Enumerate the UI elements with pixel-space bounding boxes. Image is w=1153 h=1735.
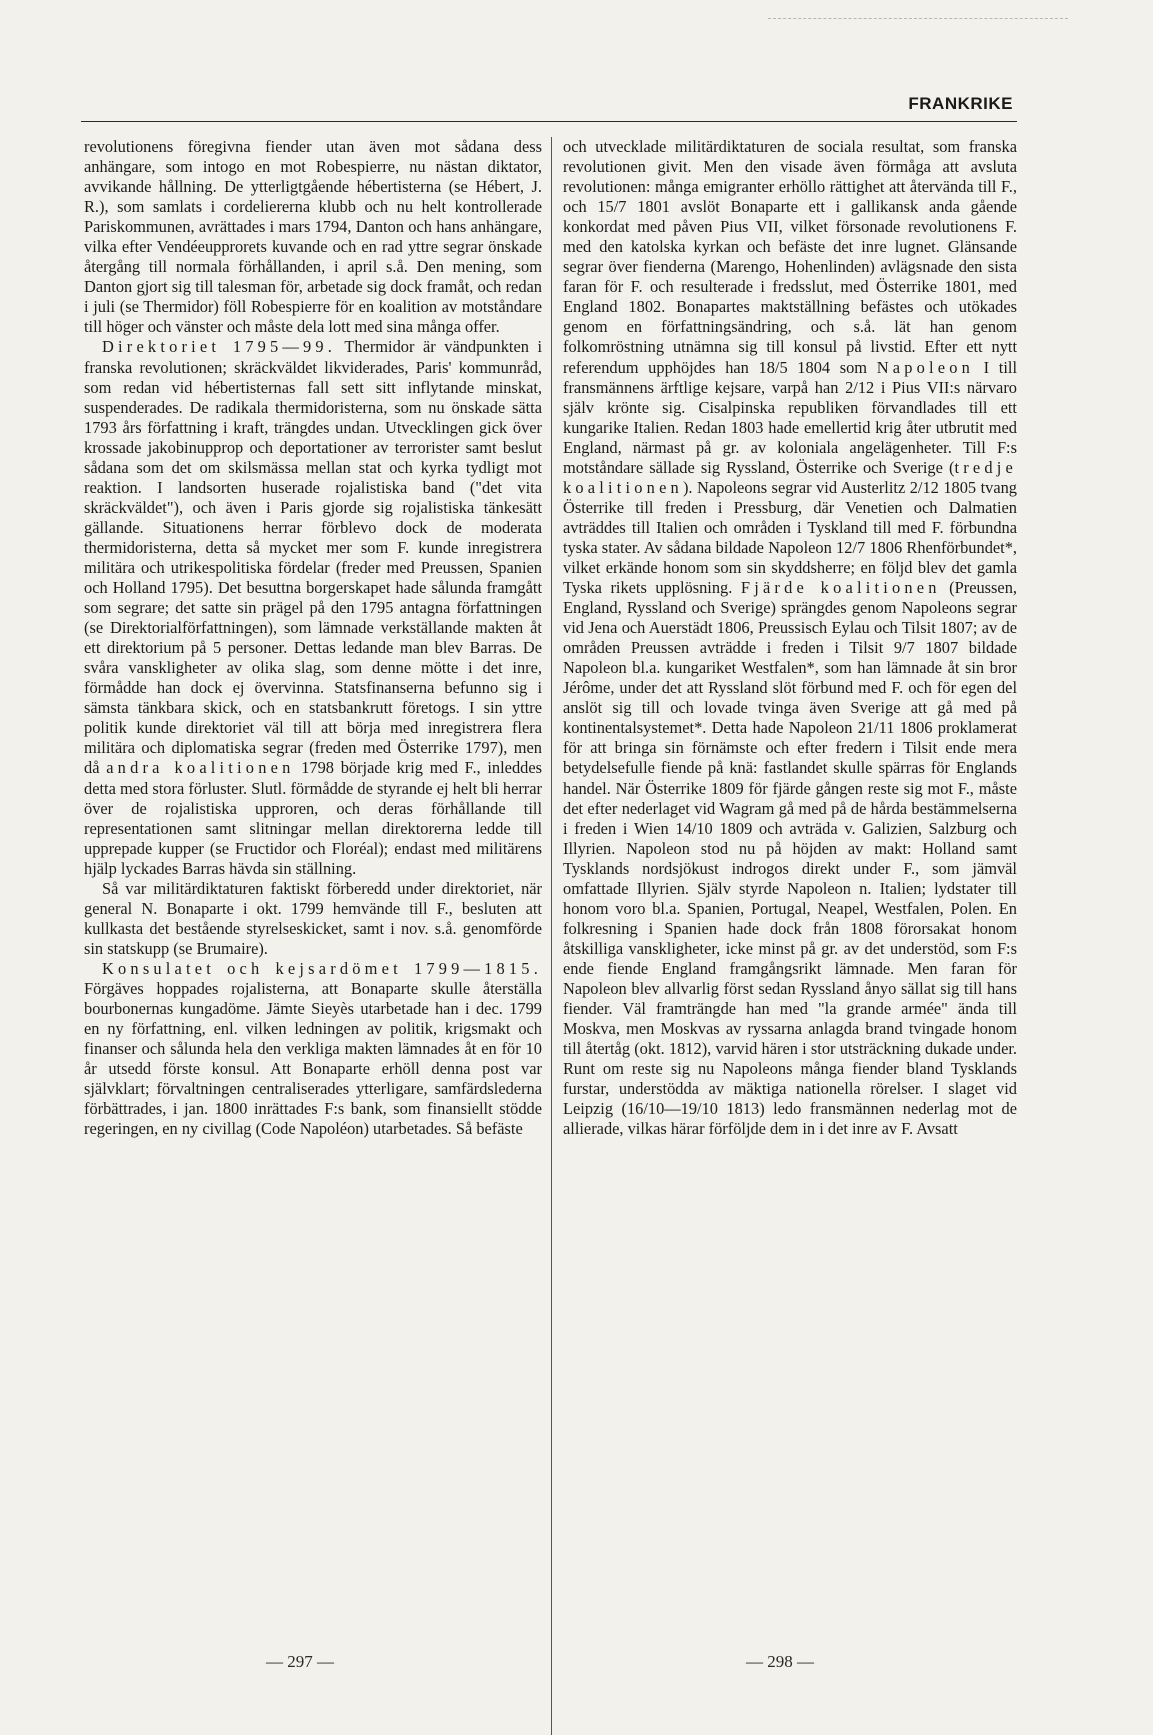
left-column xyxy=(84,137,542,1139)
section-heading-directory: Direktoriet 1795—99. xyxy=(102,337,337,357)
scan-edge-mark xyxy=(768,18,1068,19)
date-fraction: 21/11 xyxy=(857,718,895,738)
date-fraction: 14/10 xyxy=(675,818,713,838)
paragraph-military-dictatorship xyxy=(84,879,542,959)
paragraph-revolution xyxy=(84,137,542,337)
column-divider xyxy=(551,137,552,1735)
text-run: ). Napoleons segrar vid Austerlitz xyxy=(682,477,910,497)
paragraph-napoleon xyxy=(563,137,1017,1139)
paragraph-text: Förgäves hoppades rojalisterna, att Bonaparte skulle återställa bourbonernas kungadöme. Jämte Sieyès utarbetade han i dec. 1799 en ny författning, enl. vilken ledningen av politik, krigsmakt och finanser och sålunda hela den verkliga makten lämnades åt en för 10 år utsedd förste konsul. Att Bonaparte erhöll denna post var självklart; förvaltningen centraliserades ytterligare, samfärdslederna förbättrades, i jan. 1800 inrättades F:s bank, som finansiellt stödde regeringen, en ny civillag (Code Napoléon) utarbetades. Så befäste xyxy=(84,978,542,1139)
section-heading-consulate: Konsulatet och kejsardömet 1799—1815. xyxy=(102,958,542,978)
date-fraction: 15/7 xyxy=(597,197,627,217)
text-run: 1806 proklamerat för att bringa sin förnämste och efter fredern i Tilsit ende mera betydelsefulle fiende på knä: fastlandet skulle spärras för Englands handel. När Österrike 1809 för fjärde gången reste sig mot F., måste det efter nederlaget vid Wagram gå med på de hårda bestämmelserna i freden i Wien xyxy=(563,718,1017,838)
paragraph-text: Thermidor är vändpunkten i franska revolutionen; skräckväldet likviderades, Paris' kommunråd, som redan vid hébertisternas fall sett sitt inflytande minskat, suspenderades. De radikala thermidoristerna, som nu önskade sätta 1793 års författning i kraft, trängdes undan. Utvecklingen gick över krossade jakobinupprор och deportationer av terrorister samt beslut sådana som det om skilsmässa mellan stat och kyrka tydligt mot reaktion. I landsorten huserade rojalistiska band ("det vita skräckväldet"), och även i Paris gjorde sig rojalistiska tänkesätt gällande. Situationens herrar förblevo dock de moderata thermidoristerna, detta så mycket mer som F. kunde inregistrera militära och utrikespolitiska fördelar (freder med Preussen, Spanien och Holland 1795). Det besuttna borgerskapet hade sålunda framgått som segrare; det satte sin prägel på den 1795 antagna författningen (se Direktorialförfattningen), som lämnade verkställande makten åt ett direktorium på 5 personer. Dettas ledande man blev Barras. De svåra vanskligheter av olika slag, som denne mötte i det inre, förmådde han dock ej övervinna. Statsfinanserna befunno sig i sämsta tänkbara skick, och en statsbankrutt företogs. I sin yttre politik kunde direktoriet väl till att börja med inregistrera flera militära och diplomatiska segrar (freden med Österrike 1797), men då xyxy=(84,337,542,778)
page-number-left: — 297 — xyxy=(266,1652,334,1671)
paragraph-text: Så var militärdiktaturen faktiskt förberedd under direktoriet, när general N. Bonaparte i okt. 1799 hemvände till F., besluten att kullkasta det bestående styrelseskicket, samt i nov. s.å. genomförde sin statskupp (se Brumaire). xyxy=(84,878,542,958)
right-column xyxy=(563,137,1017,1139)
text-run: och utvecklade militärdiktaturen de sociala resultat, som franska revolutionen givit. Men den visade även förmåga att avsluta revolutionen: många emigranter erhöllo rättighet att återvända till F., och xyxy=(563,137,1017,217)
page-number-right: — 298 — xyxy=(746,1652,814,1671)
date-fraction: 2/12 xyxy=(845,377,875,397)
paragraph-directory xyxy=(84,337,542,878)
text-run: 1801 avslöt Bonaparte ett i gallikansk anda gående konkordat med påven Pius VII, vilket försonade revolutionens F. med den katolska kyrkan och befäste det inre lugnet. Glänsande segrar över fienderna (Marengo, Hohenlinden) avlägsnade den sista faran för F. och resulterade i fredsslut, med Österrike 1801, med England 1802. Bonapartes maktställning befästes och utökades genom en författningsändring, och s.å. lät han genom folkomröstning utnämna sig till konsul på livstid. Efter ett nytt referendum upphöjdes han xyxy=(563,197,1017,377)
spaced-term: Fjärde koalitionen xyxy=(740,578,941,598)
spaced-term: Napoleon xyxy=(876,357,975,377)
text-run: 1809 och avträda v. Galizien, Salzburg och Illyrien. Napoleon stod nu på höjden av makt: Holland samt Tysklands nordsjökust indrogos direkt under F., som jämväl omfattade Illyrien. Själv styrde Napoleon n. Italien; lydstater till honom voro bl.a. Spanien, Portugal, Neapel, Westfalen, Polen. En folkresning i Spanien hade dock från 1808 förorsakat honom åtskilliga vanskligheter, icke minst på gr. av det understöd, som F:s ende fiende England framgångsrikt lämnade. Men faran för Napoleon blev allvarlig först sedan Ryssland ånyo sällat sig till hans fiender. Väl framträngde han med "la grande armée" ända till Moskva, men Moskvas av ryssarna anlagda brand tvingade honom till återtåg (okt. 1812), varvid hären i stor utsträckning dukade under. Runt om reste sig nu Napoleons många fiender bland Tysklands furstar, understödda av mäktiga nationella rörelser. I slaget vid Leipzig ( xyxy=(563,818,1017,1119)
spaced-term: andra koalitionen xyxy=(106,758,295,778)
text-run: (Preussen, England, Ryssland och Sverige) sprängdes genom Napoleons segrar vid Jena och Auerstädt 1806, Preussisch Eylau och Tilsit 1807; av de områden Preussen avträdde i freden i Tilsit xyxy=(563,578,1017,658)
paragraph-consulate xyxy=(84,959,542,1139)
text-run: 1807 bildade Napoleon bl.a. kungariket Westfalen*, som han lämnade åt sin bror Jérôme, under det att Ryssland slöt förbund med F. och för egen del anslöt sig till och lovade tvinga även Sverige att gå med på kontinentalsystemet*. Detta hade Napoleon xyxy=(563,638,1017,738)
running-title: FRANKRIKE xyxy=(908,94,1013,113)
date-fraction: 2/12 xyxy=(909,477,939,497)
date-fraction: 18/5 xyxy=(758,357,788,377)
date-fraction: 16/10—19/10 xyxy=(626,1099,718,1119)
header-rule xyxy=(81,121,1017,122)
text-run: 1813) ledo fransmännen nederlag mot de allierade, vilkas härar förföljde dem in i det inre av F. Avsatt xyxy=(563,1099,1017,1139)
paragraph-text: revolutionens föregivna fiender utan även mot sådana dess anhängare, som intogo en mot Robespierre, nu nästan diktator, avvikande hållning. De ytterligtgående hébertisterna (se Hébert, J. R.), som samlats i cordeliererna klubb och nu helt kontrollerade Pariskommunen, avrättades i mars 1794, Danton och hans anhängare, vilka efter Vendéeupprorets kuvande och en rad yttre segrar önskade återgång till normala förhållanden, i april s.å. Den mening, som Danton gjort sig till talesman för, arbetade sig dock framåt, och redan i juli (se Thermidor) föll Robespierre för en koalition av motståndare till höger och vänster och måste dela lott med sina många offer. xyxy=(84,137,542,337)
spaced-term: tredje koalitionen xyxy=(563,457,1017,497)
date-fraction: 9/7 xyxy=(893,638,915,658)
date-fraction: 12/7 xyxy=(836,537,866,557)
text-run: 1805 tvang Österrike till freden i Pressburg, där Venetien och Dalmatien avträddes till Italien och områden i Tyskland till med F. förbundna tyska stater. Av sådana bildade Napoleon xyxy=(563,477,1017,557)
paragraph-text: 1798 började krig med F., inleddes detta med stora förluster. Slutl. förmådde de styrande ej helt bli herrar över de rojalistiska upproren, och deras förhållande till representationen samt slitningar mellan direktorerna ledde till upprepade kupper (se Fructidor och Floréal); endast med militärens hjälp lyckades Barras hävda sin ställning. xyxy=(84,758,542,878)
text-run: I till fransmännens ärftlige kejsare, varpå han xyxy=(563,357,1017,397)
text-run: 1804 som xyxy=(787,357,877,377)
text-run: i Pius VII:s närvaro själv krönte sig. Cisalpinska republiken förvandlades till ett kungarike Italien. Redan 1803 hade emellertid krig åter utbrutit med England, närmast på gr. av koloniala angelägenheter. Till F:s motståndare sällade sig Ryssland, Österrike och Sverige ( xyxy=(563,377,1017,477)
text-run: 1806 Rhenförbundet*, vilket erkände honom som sin skyddsherre; en följd blev det gamla Tyska rikets upplösning. xyxy=(563,537,1018,598)
